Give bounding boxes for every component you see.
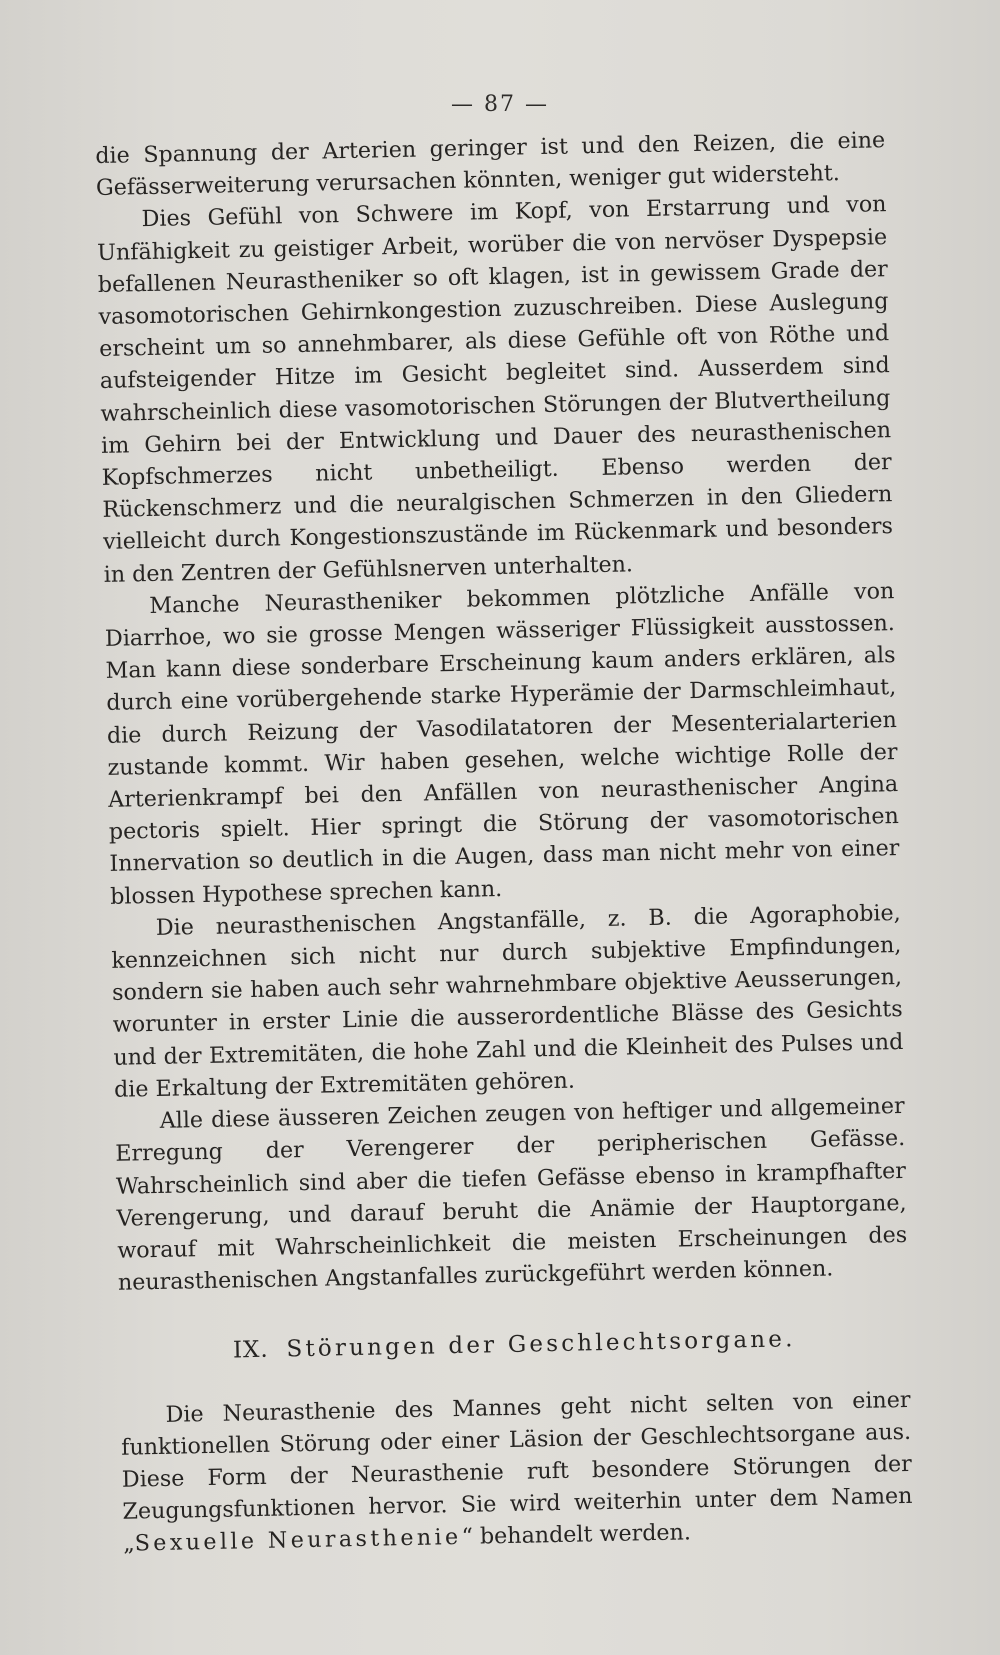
paragraph-text: Die Neurasthenie des Mannes geht nicht selten von einer funktionellen Störung oder einer Läsion der Geschlechtsorgane aus. Diese Form der Neurasthenie ruft besondere Störungen der Zeugungsfunktionen hervor. Sie wird weiterhin unter dem Namen „ bbox=[120, 1386, 913, 1558]
section-title: Störungen der Geschlechtsorgane. bbox=[286, 1326, 796, 1363]
paragraph: die Spannung der Arterien geringer ist und den Reizen, die eine Gefässerweiterung verursachen könnten, weniger gut widersteht. bbox=[95, 127, 886, 202]
paragraph: Manche Neurastheniker bekommen plötzliche Anfälle von Diarrhoe, wo sie grosse Mengen wässeriger Flüssigkeit ausstossen. Man kann diese sonderbare Erscheinung kaum anders erklären, als durch eine vorübergehende starke Hyperämie der Darmschleimhaut, die durch Reizung der Vasodilatatoren der Mesenterialarterien zustande kommt. Wir haben gesehen, welche wichtige Rolle der Arterienkrampf bei den Anfällen von neurasthenischer Angina pectoris spielt. Hier springt die Störung der vasomotorischen Innervation so deutlich in die Augen, dass man nicht mehr von einer blossen Hypothese sprechen kann. bbox=[104, 577, 900, 910]
paragraph-text-end: “ behandelt werden. bbox=[461, 1519, 692, 1551]
paragraph bbox=[120, 1383, 913, 1560]
section-number: IX. bbox=[232, 1337, 269, 1364]
body-text bbox=[95, 124, 913, 1560]
paragraph: Dies Gefühl von Schwere im Kopf, von Erstarrung und von Unfähigkeit zu geistiger Arbeit, worüber die von nervöser Dyspepsie befallenen Neurastheniker so oft klagen, ist in gewissem Grade der vasomotorischen Gehirnkongestion zuzuschreiben. Diese Auslegung erscheint um so annehmbarer, als diese Gefühle oft von Röthe und aufsteigender Hitze im Gesicht begleitet sind. Ausserdem sind wahrscheinlich diese vasomotorischen Störungen der Blutvertheilung im Gehirn bei der Entwicklung und Dauer des neurasthenischen Kopfschmerzes nicht unbetheiligt. Ebenso werden der Rückenschmerz und die neuralgischen Schmerzen in den Gliedern vielleicht durch Kongestionszustände im Rückenmark und besonders in den Zentren der Gefühlsnerven unterhalten. bbox=[96, 191, 894, 588]
paragraph: Die neurasthenischen Angstanfälle, z. B. die Agoraphobie, kennzeichnen sich nicht nur durch subjektive Empfindungen, sondern sie haben auch sehr wahrnehmbare objektive Aeusserungen, worunter in erster Linie die ausserordentliche Blässe des Gesichts und der Extremitäten, die hohe Zahl und die Kleinheit des Pulses und die Erkaltung der Extremitäten gehören. bbox=[111, 899, 904, 1103]
page-number-header: — 87 — bbox=[451, 92, 549, 117]
section-heading bbox=[119, 1321, 909, 1369]
paragraph: Alle diese äusseren Zeichen zeugen von heftiger und allgemeiner Erregung der Verengerer der peripherischen Gefässe. Wahrscheinlich sind aber die tiefen Gefässe ebenso in krampfhafter Verengerung, und darauf beruht die Anämie der Hauptorgane, worauf mit Wahrscheinlichkeit die meisten Erscheinungen des neurasthenischen Angstanfalles zurückgeführt werden können. bbox=[115, 1093, 908, 1296]
emphasized-term: Sexuelle Neurasthenie bbox=[134, 1524, 462, 1557]
